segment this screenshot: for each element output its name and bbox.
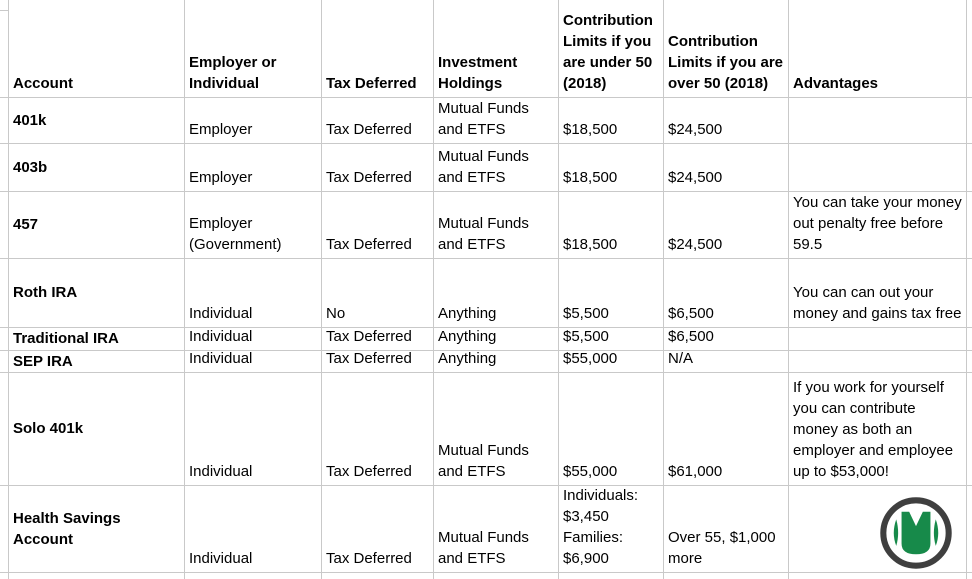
cell-over50-limit: N/A — [664, 351, 788, 372]
cell-employer: Individual — [185, 259, 321, 327]
cell-tax-deferred: Tax Deferred — [322, 144, 433, 191]
cell-advantages: If you work for yourself you can contribute money as both an employer and employee up to $53,000! — [789, 373, 966, 485]
cell-over50-limit: $24,500 — [664, 98, 788, 143]
gridline-sliver — [0, 144, 8, 191]
cell-employer: Individual — [185, 328, 321, 350]
header-limits-over-50: Contribution Limits if you are over 50 (2018) — [664, 0, 788, 97]
cell-tax-deferred: Tax Deferred — [322, 351, 433, 372]
partial-row-cell — [9, 573, 184, 579]
gridline-sliver — [0, 351, 8, 372]
cell-investment: Mutual Funds and ETFS — [434, 144, 558, 191]
cell-advantages — [789, 328, 966, 350]
header-limits-under-50: Contribution Limits if you are under 50 (2018) — [559, 0, 663, 97]
cell-investment: Anything — [434, 259, 558, 327]
cell-advantages — [789, 144, 966, 191]
gridline-sliver — [967, 0, 972, 97]
gridline-sliver — [967, 192, 972, 258]
gridline-sliver — [967, 259, 972, 327]
gridline-sliver — [0, 486, 8, 572]
cell-under50-limit: Individuals: $3,450 Families: $6,900 — [559, 486, 663, 572]
partial-row-cell — [185, 573, 321, 579]
cell-advantages: You can can out your money and gains tax free — [789, 259, 966, 327]
cell-advantages — [789, 486, 966, 572]
cell-investment: Mutual Funds and ETFS — [434, 486, 558, 572]
header-employer-or-individual: Employer or Individual — [185, 0, 321, 97]
cell-tax-deferred: Tax Deferred — [322, 328, 433, 350]
partial-row-cell — [789, 573, 966, 579]
cell-account: Traditional IRA — [9, 328, 184, 350]
cell-under50-limit: $18,500 — [559, 192, 663, 258]
gridline-sliver — [0, 573, 8, 579]
cell-tax-deferred: Tax Deferred — [322, 192, 433, 258]
gridline-sliver — [0, 98, 8, 143]
cell-tax-deferred: No — [322, 259, 433, 327]
partial-row-cell — [559, 573, 663, 579]
cell-over50-limit: Over 55, $1,000 more — [664, 486, 788, 572]
gridline-sliver — [967, 98, 972, 143]
gridline-sliver — [967, 328, 972, 350]
gridline-sliver — [0, 259, 8, 327]
cell-advantages — [789, 351, 966, 372]
header-investment-holdings: Investment Holdings — [434, 0, 558, 97]
cell-investment: Mutual Funds and ETFS — [434, 98, 558, 143]
cell-under50-limit: $18,500 — [559, 144, 663, 191]
partial-row-cell — [664, 573, 788, 579]
cell-over50-limit: $24,500 — [664, 192, 788, 258]
cell-employer: Employer — [185, 144, 321, 191]
cell-investment: Anything — [434, 328, 558, 350]
cell-tax-deferred: Tax Deferred — [322, 373, 433, 485]
cell-under50-limit: $5,500 — [559, 328, 663, 350]
gridline-sliver — [967, 486, 972, 572]
cell-account: Solo 401k — [9, 373, 184, 485]
cell-employer: Individual — [185, 351, 321, 372]
cell-account: 457 — [9, 192, 184, 258]
gridline-sliver — [0, 328, 8, 350]
cell-investment: Anything — [434, 351, 558, 372]
cell-account: 403b — [9, 144, 184, 191]
gridline-sliver — [967, 373, 972, 485]
cell-under50-limit: $55,000 — [559, 373, 663, 485]
cell-over50-limit: $6,500 — [664, 328, 788, 350]
cell-over50-limit: $24,500 — [664, 144, 788, 191]
cell-investment: Mutual Funds and ETFS — [434, 373, 558, 485]
cell-under50-limit: $5,500 — [559, 259, 663, 327]
cell-over50-limit: $61,000 — [664, 373, 788, 485]
cell-employer: Employer (Government) — [185, 192, 321, 258]
cell-advantages — [789, 98, 966, 143]
cell-account: Health Savings Account — [9, 486, 184, 572]
gridline-sliver — [967, 573, 972, 579]
gridline-sliver — [0, 0, 8, 97]
header-account: Account — [9, 0, 184, 97]
gridline-sliver — [0, 192, 8, 258]
cell-account: 401k — [9, 98, 184, 143]
cell-employer: Individual — [185, 373, 321, 485]
sliver-gridline-segment — [0, 10, 8, 11]
gridline-sliver — [0, 373, 8, 485]
header-tax-deferred: Tax Deferred — [322, 0, 433, 97]
gridline-sliver — [967, 351, 972, 372]
cell-under50-limit: $18,500 — [559, 98, 663, 143]
cell-investment: Mutual Funds and ETFS — [434, 192, 558, 258]
cell-account: SEP IRA — [9, 351, 184, 372]
cell-employer: Employer — [185, 98, 321, 143]
cell-employer: Individual — [185, 486, 321, 572]
gridline-sliver — [967, 144, 972, 191]
cell-under50-limit: $55,000 — [559, 351, 663, 372]
cell-advantages: You can take your money out penalty free before 59.5 — [789, 192, 966, 258]
cell-tax-deferred: Tax Deferred — [322, 98, 433, 143]
header-advantages: Advantages — [789, 0, 966, 97]
partial-row-cell — [434, 573, 558, 579]
cell-tax-deferred: Tax Deferred — [322, 486, 433, 572]
cell-over50-limit: $6,500 — [664, 259, 788, 327]
partial-row-cell — [322, 573, 433, 579]
cell-account: Roth IRA — [9, 259, 184, 327]
